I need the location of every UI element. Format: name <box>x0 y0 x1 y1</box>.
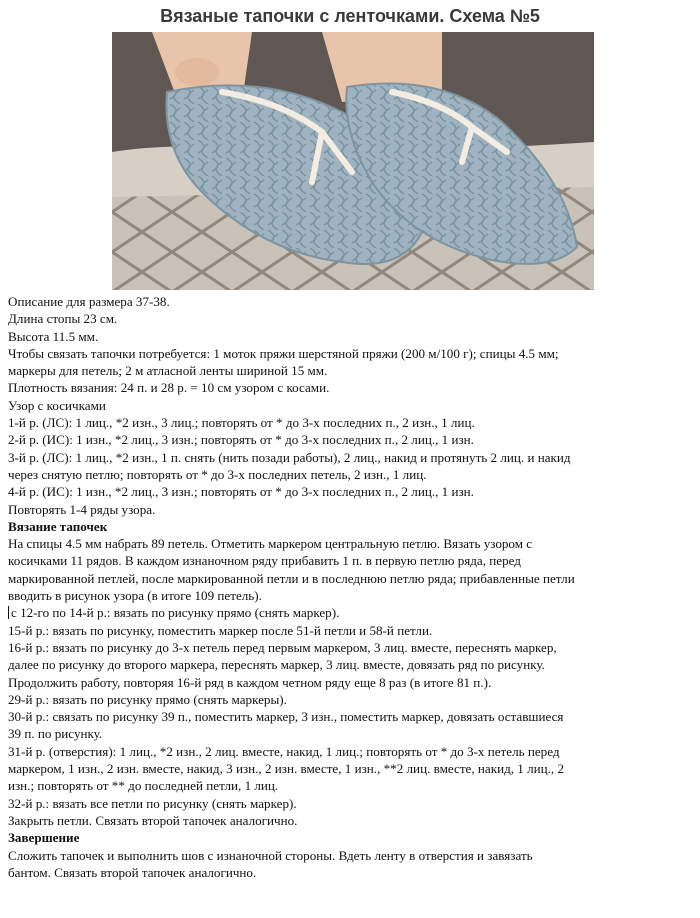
text-line <box>8 587 698 604</box>
line-text: изн.; повторять от ** до последней петли, 1 лиц. <box>8 778 279 794</box>
line-text: Длина стопы 23 см. <box>8 311 118 327</box>
line-text: 2-й р. (ИС): 1 изн., *2 лиц., 3 изн.; повторять от * до 3-х последних п., 2 лиц., 1 изн. <box>8 432 474 448</box>
text-line <box>8 535 698 552</box>
page-title: Вязаные тапочки с ленточками. Схема №5 <box>160 6 540 26</box>
text-line <box>8 397 698 414</box>
line-text: вводить в рисунок узора (в итоге 109 петель). <box>8 588 262 604</box>
text-line <box>8 466 698 483</box>
text-line <box>8 414 698 431</box>
text-line <box>8 379 698 396</box>
text-line <box>8 449 698 466</box>
text-line <box>8 864 698 881</box>
instructions-text <box>8 293 698 881</box>
slippers-illustration <box>112 32 594 290</box>
line-text: Вязание тапочек <box>8 518 108 534</box>
line-text: Закрыть петли. Связать второй тапочек аналогично. <box>8 812 298 828</box>
line-text: 15-й р.: вязать по рисунку, поместить маркер после 51-й петли и 58-й петли. <box>8 622 433 638</box>
line-text: Описание для размера 37-38. <box>8 294 170 309</box>
text-line <box>8 691 698 708</box>
line-text: Завершение <box>8 830 80 846</box>
text-line <box>8 362 698 379</box>
line-text: Продолжить работу, повторяя 16-й ряд в каждом четном ряду еще 8 раз (в итоге 81 п.). <box>8 674 492 690</box>
text-line <box>8 293 698 310</box>
line-text: далее по рисунку до второго маркера, переснять маркер, 3 лиц. вместе, довязать ряд по рисунку. <box>8 657 545 673</box>
line-text: через снятую петлю; повторять от * до 3-х последних петель, 2 изн., 1 лиц. <box>8 466 427 482</box>
line-text: Чтобы связать тапочки потребуется: 1 моток пряжи шерстяной пряжи (200 м/100 г); спицы 4.5 мм; <box>8 345 559 361</box>
line-text: 30-й р.: связать по рисунку 39 п., поместить маркер, 3 изн., поместить маркер, довязать оставшиеся <box>8 709 564 725</box>
line-text: На спицы 4.5 мм набрать 89 петель. Отметить маркером центральную петлю. Вязать узором с <box>8 536 533 552</box>
text-cursor <box>8 606 9 619</box>
line-text: 3-й р. (ЛС): 1 лиц., *2 изн., 1 п. снять (нить позади работы), 2 лиц., накид и протянуть 2 лиц. и накид <box>8 449 571 465</box>
text-line <box>8 708 698 725</box>
line-text: 29-й р.: вязать по рисунку прямо (снять маркеры). <box>8 691 287 707</box>
text-line <box>8 604 698 621</box>
text-line <box>8 328 698 345</box>
text-line <box>8 639 698 656</box>
line-text: 32-й р.: вязать все петли по рисунку (снять маркер). <box>8 795 297 811</box>
text-line <box>8 777 698 794</box>
line-text: Повторять 1-4 ряды узора. <box>8 501 156 517</box>
section-heading <box>8 829 698 846</box>
text-line <box>8 674 698 691</box>
line-text: косичками 11 рядов. В каждом изнаночном ряду прибавить 1 п. в первую петлю ряда, перед <box>8 553 521 569</box>
text-line <box>8 552 698 569</box>
section-heading <box>8 518 698 535</box>
slippers-photo <box>112 32 594 290</box>
line-text: Высота 11.5 мм. <box>8 328 99 344</box>
text-line <box>8 483 698 500</box>
line-text: 31-й р. (отверстия): 1 лиц., *2 изн., 2 лиц. вместе, накид, 1 лиц.; повторять от * до 3-х петель перед <box>8 743 560 759</box>
line-text: бантом. Связать второй тапочек аналогично. <box>8 864 257 880</box>
text-line <box>8 622 698 639</box>
text-line <box>8 725 698 742</box>
text-line <box>8 812 698 829</box>
text-line <box>8 431 698 448</box>
text-line <box>8 743 698 760</box>
line-text: маркером, 1 изн., 2 изн. вместе, накид, 3 изн., 2 изн. вместе, 1 изн., **2 лиц. вместе, накид, 1 лиц., 2 <box>8 761 565 777</box>
text-line <box>8 656 698 673</box>
text-line <box>8 501 698 518</box>
line-text: Узор с косичками <box>8 397 106 413</box>
text-line <box>8 795 698 812</box>
line-text: 16-й р.: вязать по рисунку до 3-х петель перед первым маркером, 3 лиц. вместе, переснять маркер, <box>8 639 557 655</box>
line-text: 39 п. по рисунку. <box>8 726 103 742</box>
text-line <box>8 760 698 777</box>
text-line <box>8 847 698 864</box>
text-line <box>8 345 698 362</box>
line-text: Сложить тапочек и выполнить шов с изнаночной стороны. Вдеть ленту в отверстия и завязать <box>8 847 533 863</box>
line-text: 4-й р. (ИС): 1 изн., *2 лиц., 3 изн.; повторять от * до 3-х последних п., 2 лиц., 1 изн. <box>8 484 474 500</box>
line-text: с 12-го по 14-й р.: вязать по рисунку прямо (снять маркер). <box>11 605 340 621</box>
text-line <box>8 310 698 327</box>
line-text: 1-й р. (ЛС): 1 лиц., *2 изн., 3 лиц.; повторять от * до 3-х последних п., 2 изн., 1 лиц. <box>8 415 475 431</box>
text-line <box>8 570 698 587</box>
line-text: маркеры для петель; 2 м атласной ленты шириной 15 мм. <box>8 363 328 379</box>
line-text: маркированной петлей, после маркированной петли и в последнюю петлю ряда; прибавленные петли <box>8 570 575 586</box>
line-text: Плотность вязания: 24 п. и 28 р. = 10 см узором с косами. <box>8 380 330 396</box>
